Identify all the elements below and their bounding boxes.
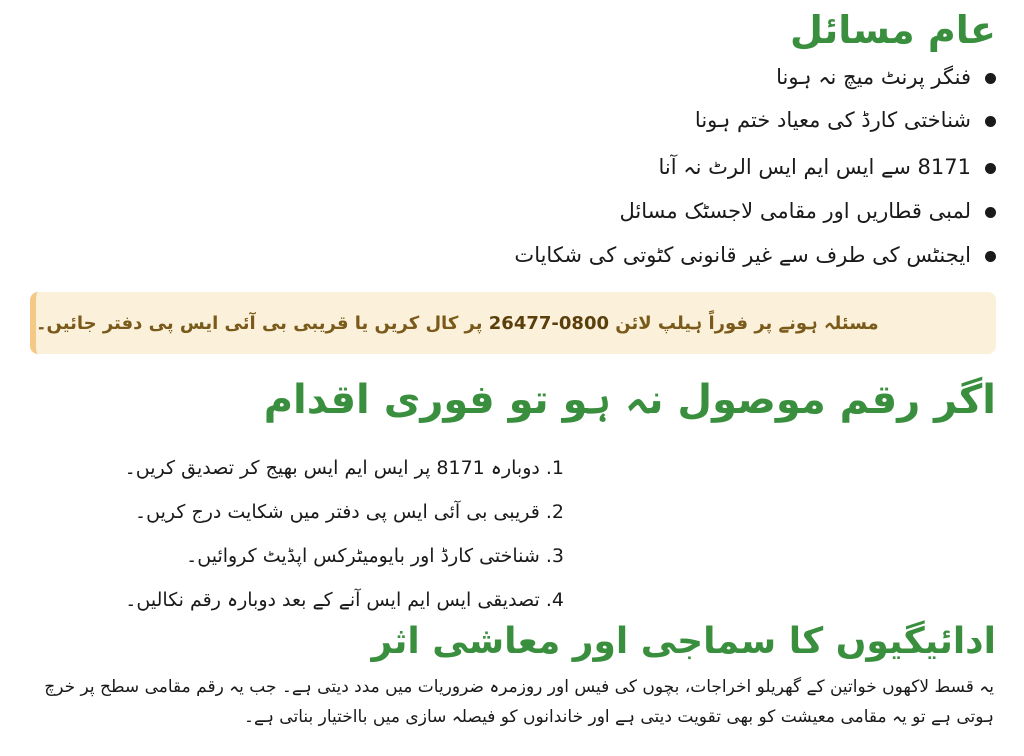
list-item [436,236,996,276]
step-item: 4. تصدیقی ایس ایم ایس آنے کے بعد دوبارہ رقم نکالیں۔ [125,589,564,611]
helpline-notice [30,292,996,354]
step-item: 2. قریبی بی آئی ایس پی دفتر میں شکایت درج کریں۔ [135,501,564,523]
helpline-notice-text [36,313,879,334]
immediate-action-heading: اگر رقم موصول نہ ہو تو فوری اقدام [263,377,996,423]
list-item [436,148,996,188]
list-item-text: شناختی کارڈ کی معیاد ختم ہونا [694,108,971,133]
list-item-text: لمبی قطاریں اور مقامی لاجسٹک مسائل [619,199,971,224]
common-issues-list [436,64,996,276]
list-item-text: 8171 سے ایس ایم ایس الرٹ نہ آنا [658,155,971,180]
bullet-icon [985,73,996,84]
list-item [436,64,996,92]
notice-after: پر کال کریں یا قریبی بی آئی ایس پی دفتر جائیں۔ [36,312,489,334]
step-item: 1. دوبارہ 8171 پر ایس ایم ایس بھیج کر تصدیق کریں۔ [124,457,564,479]
list-item-text: ایجنٹس کی طرف سے غیر قانونی کٹوتی کی شکایات [514,243,971,268]
action-steps-list [44,446,564,622]
list-item [436,192,996,232]
step-item: 3. شناختی کارڈ اور بایومیٹرکس اپڈیٹ کروائیں۔ [186,545,564,567]
bullet-icon [985,116,996,127]
bullet-icon [985,163,996,174]
common-issues-heading: عام مسائل [790,8,996,52]
impact-paragraph: یہ قسط لاکھوں خواتین کے گھریلو اخراجات، بچوں کی فیس اور روزمرہ ضروریات میں مدد دیتی ہے۔ جب یہ رقم مقامی سطح پر خرچ ہوتی ہے تو یہ مقامی معیشت کو بھی تقویت دیتی ہے اور خاندانوں کو فیصلہ سازی میں بااختیار بناتی ہے۔ [44,677,994,727]
bullet-icon [985,207,996,218]
helpline-number: 0800-26477 [488,312,609,334]
bullet-icon [985,251,996,262]
notice-before: مسئلہ ہونے پر فوراً ہیلپ لائن [609,312,879,334]
list-item-text: فنگر پرنٹ میچ نہ ہونا [776,65,971,90]
social-economic-impact-heading: ادائیگیوں کا سماجی اور معاشی اثر [371,621,996,662]
list-item [436,98,996,144]
